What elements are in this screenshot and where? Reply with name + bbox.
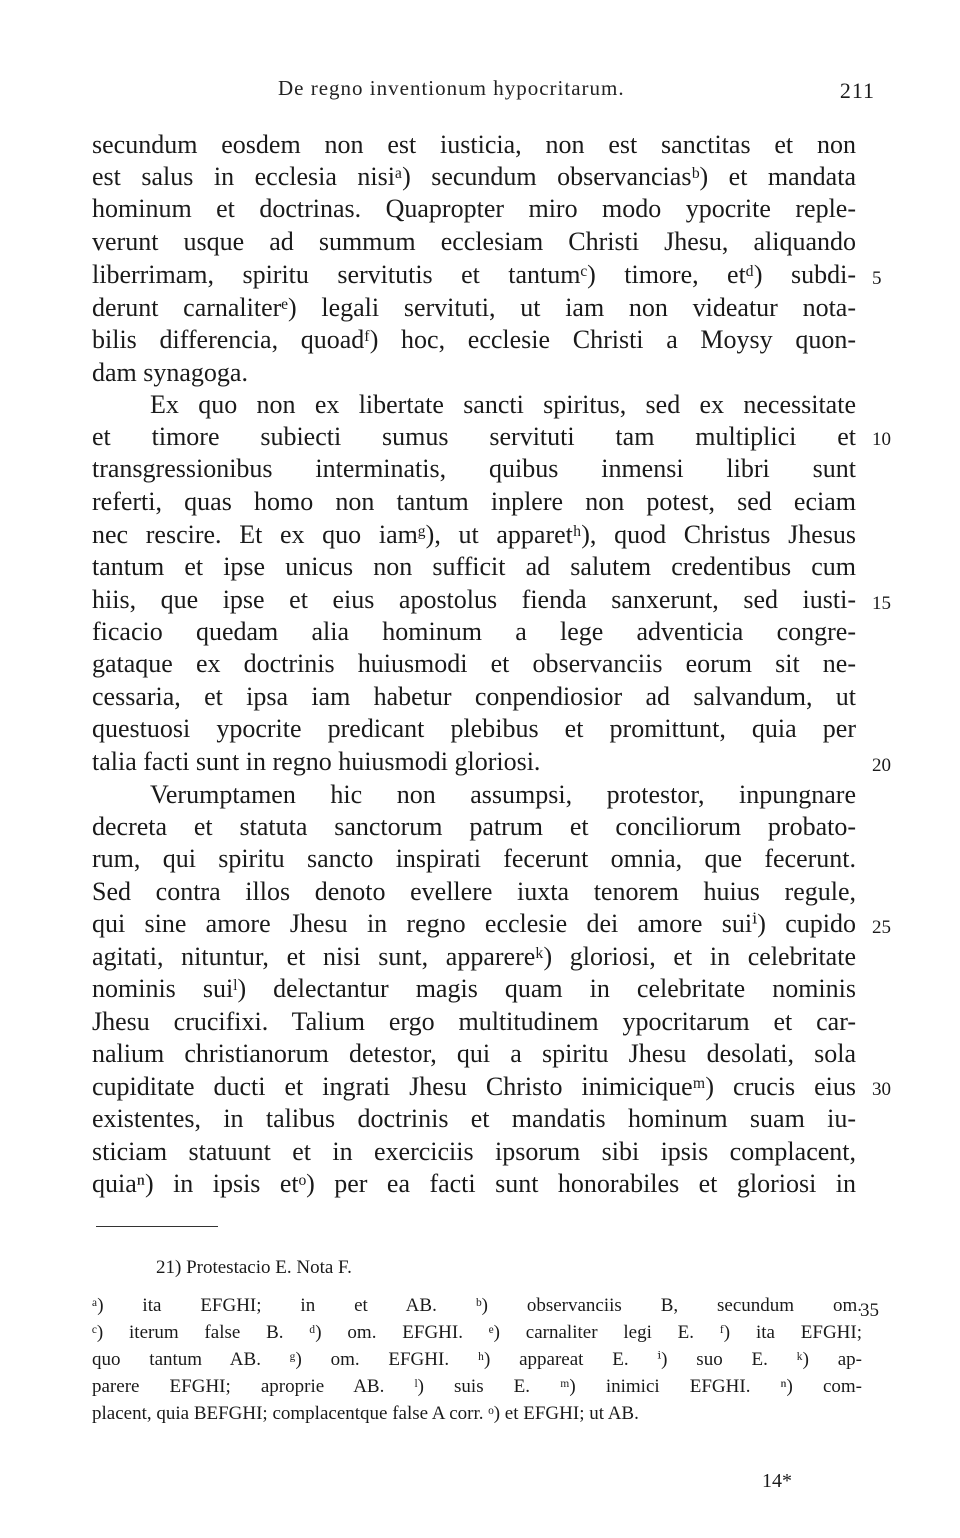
text-line: secundum eosdem non est iusticia, non est sanctitas et non [92,130,856,159]
text-line: quiaⁿ) in ipsis etᵒ) per ea facti sunt honorabiles et gloriosi in [92,1169,856,1198]
text-line: Ex quo non ex libertate sancti spiritus, sed ex necessitate [150,390,856,419]
text-line: dam synagoga. [92,358,248,387]
footnote-line: 21) Protestacio E. Nota F. [156,1257,352,1278]
text-line: talia facti sunt in regno huiusmodi gloriosi. [92,747,541,776]
footnote-line: quo tantum AB. ᵍ) om. EFGHI. ʰ) appareat E. ⁱ) suo E. ᵏ) ap- [92,1349,862,1370]
footnote-line: ᶜ) iterum false B. ᵈ) om. EFGHI. ᵉ) carnaliter legi E. ᶠ) ita EFGHI; [92,1322,862,1343]
text-line: derunt carnaliterᵉ) legali servituti, ut iam non videatur nota- [92,293,856,322]
text-line: est salus in ecclesia nisiᵃ) secundum observanciasᵇ) et mandata [92,162,856,191]
text-line: decreta et statuta sanctorum patrum et conciliorum probato- [92,812,856,841]
line-number: 25 [872,917,891,938]
signature-mark: 14* [762,1470,792,1492]
text-line: transgressionibus interminatis, quibus inmensi libri sunt [92,454,856,483]
text-line: nalium christianorum detestor, qui a spiritu Jhesu desolati, sola [92,1039,856,1068]
text-line: nec rescire. Et ex quo iamᵍ), ut apparetʰ), quod Christus Jhesus [92,520,856,549]
text-line: et timore subiecti sumus servituti tam multiplici et [92,422,856,451]
page-number: 211 [839,78,875,103]
text-line: referti, quas homo non tantum inplere non potest, sed eciam [92,487,856,516]
text-line: ficacio quedam alia hominum a lege adventicia congre- [92,617,856,646]
text-line: verunt usque ad summum ecclesiam Christi Jhesu, aliquando [92,227,856,256]
text-line: rum, qui spiritu sancto inspirati fecerunt omnia, que fecerunt. [92,844,856,873]
text-line: qui sine amore Jhesu in regno ecclesie dei amore suiⁱ) cupido [92,909,856,938]
text-line: Verumptamen hic non assumpsi, protestor, inpungnare [150,780,856,809]
line-number: 15 [872,593,891,614]
text-line: Jhesu crucifixi. Talium ergo multitudinem ypocritarum et car- [92,1007,856,1036]
line-number: 10 [872,429,891,450]
footnote-line: placent, quia BEFGHI; complacentque false A corr. ᵒ) et EFGHI; ut AB. [92,1403,639,1424]
text-line: Sed contra illos denoto evellere iuxta tenorem huius regule, [92,877,856,906]
text-line: hominum et doctrinas. Quapropter miro modo ypocrite reple- [92,194,856,223]
text-line: liberrimam, spiritu servitutis et tantumᶜ) timore, etᵈ) subdi- [92,260,856,289]
line-number: 30 [872,1079,891,1100]
text-line: gataque ex doctrinis huiusmodi et observanciis eorum sit ne- [92,649,856,678]
text-line: hiis, que ipse et eius apostolus fienda sanxerunt, sed iusti- [92,585,856,614]
text-line: questuosi ypocrite predicant plebibus et promittunt, quia per [92,714,856,743]
footnote-rule [96,1226,218,1227]
footnote-line: parere EFGHI; aproprie AB. ˡ) suis E. ᵐ) inimici EFGHI. ⁿ) com- [92,1376,862,1397]
text-line: tantum et ipse unicus non sufficit ad salutem credentibus cum [92,552,856,581]
line-number: 35 [860,1300,879,1321]
text-line: nominis suiˡ) delectantur magis quam in celebritate nominis [92,974,856,1003]
text-line: cessaria, et ipsa iam habetur conpendiosior ad salvandum, ut [92,682,856,711]
text-line: sticiam statuunt et in exerciciis ipsorum sibi ipsis complacent, [92,1137,856,1166]
text-line: bilis differencia, quoadᶠ) hoc, ecclesie Christi a Moysy quon- [92,325,856,354]
running-title: De regno inventionum hypocritarum. [278,76,625,100]
text-line: existentes, in talibus doctrinis et mandatis hominum suam iu- [92,1104,856,1133]
line-number: 5 [872,268,882,289]
text-line: agitati, nituntur, et nisi sunt, apparereᵏ) gloriosi, et in celebritate [92,942,856,971]
line-number: 20 [872,755,891,776]
footnote-line: ᵃ) ita EFGHI; in et AB. ᵇ) observanciis B, secundum om. [92,1295,862,1316]
text-line: cupiditate ducti et ingrati Jhesu Christo inimiciqueᵐ) crucis eius [92,1072,856,1101]
